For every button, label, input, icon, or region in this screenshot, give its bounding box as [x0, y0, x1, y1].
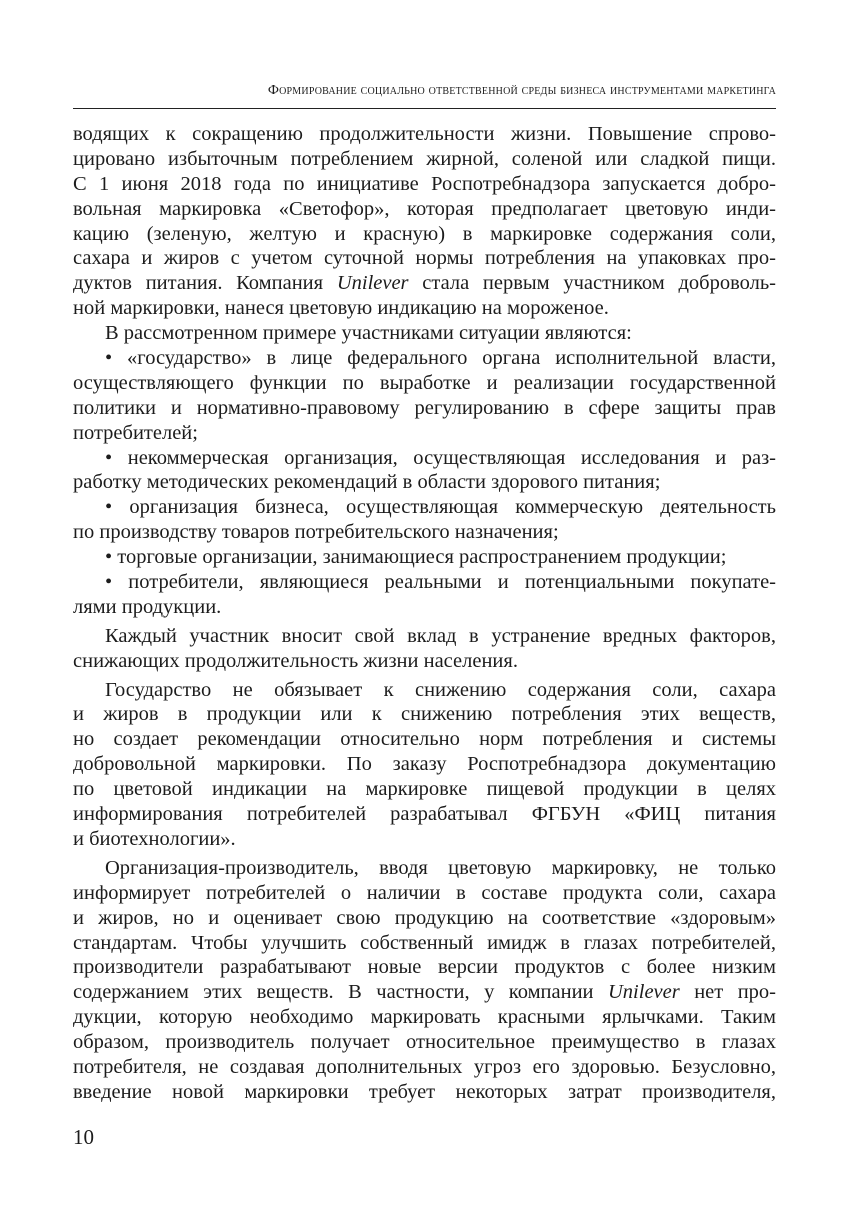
text-line: Организация-производитель, вводя цветовую маркировку, не только: [105, 856, 776, 879]
text-line: но создает рекомендации относительно норм потребления и системы: [73, 728, 776, 751]
text-line: добровольной маркировки. По заказу Роспотребнадзора документацию: [73, 753, 776, 776]
running-header: Формирование социально ответственной среды бизнеса инструментами маркетинга: [267, 83, 776, 98]
text-run: дуктов питания. Компания: [73, 272, 324, 295]
text-line: информирования потребителей разрабатывал ФГБУН «ФИЦ питания: [73, 803, 776, 826]
text-line: и жиров в продукции или к снижению потребления этих веществ,: [73, 703, 776, 726]
text-line: кацию (зеленую, желтую и красную) в маркировке содержания соли,: [73, 222, 776, 245]
text-line: осуществляющего функции по выработке и реализации государственной: [73, 371, 776, 394]
text-line: С 1 июня 2018 года по инициативе Роспотребнадзора запускается добро-: [73, 172, 776, 195]
text-line: стандартам. Чтобы улучшить собственный имидж в глазах потребителей,: [73, 931, 776, 954]
text-line: [73, 980, 776, 1005]
text-line: по цветовой индикации на маркировке пищевой продукции в целях: [73, 778, 776, 801]
text-line: дукции, которую необходимо маркировать красными ярлычками. Таким: [73, 1006, 776, 1029]
text-line: Каждый участник вносит свой вклад в устранение вредных факторов,: [105, 624, 776, 647]
text-line: и биотехнологии».: [73, 827, 236, 850]
text-line: ной маркировки, нанеся цветовую индикацию на мороженое.: [73, 297, 609, 320]
text-line: потребителя, не создавая дополнительных угроз его здоровью. Безусловно,: [73, 1055, 776, 1078]
bullet-item: • торговые организации, занимающиеся распространением продукции;: [105, 546, 727, 569]
text-line: производители разрабатывают новые версии продуктов с более низким: [73, 956, 776, 979]
bullet-item: • «государство» в лице федерального органа исполнительной власти,: [105, 347, 776, 370]
page-body: [73, 122, 776, 1105]
company-name: Unilever: [336, 272, 409, 295]
text-run: стала первым участником доброволь-: [422, 272, 777, 295]
text-line: сахара и жиров с учетом суточной нормы потребления на упаковках про-: [73, 247, 776, 270]
text-line: по производству товаров потребительского назначения;: [73, 521, 559, 544]
text-line: [73, 271, 776, 296]
text-run: содержанием этих веществ. В частности, у компании: [73, 981, 594, 1004]
text-line: введение новой маркировки требует некоторых затрат производителя,: [73, 1080, 776, 1103]
text-line: работку методических рекомендаций в области здорового питания;: [73, 471, 661, 494]
page-number: 10: [73, 1125, 94, 1149]
text-line: и жиров, но и оценивает свою продукцию на соответствие «здоровым»: [73, 906, 776, 929]
text-line: лями продукции.: [73, 595, 222, 618]
text-line: образом, производитель получает относительное преимущество в глазах: [73, 1031, 776, 1054]
bullet-item: • организация бизнеса, осуществляющая коммерческую деятельность: [105, 496, 776, 519]
text-line: информирует потребителей о наличии в составе продукта соли, сахара: [73, 881, 776, 904]
header-rule: [73, 108, 776, 109]
text-line: политики и нормативно-правовому регулированию в сфере защиты прав: [73, 396, 776, 419]
text-line: водящих к сокращению продолжительности жизни. Повышение спрово-: [73, 123, 776, 145]
bullet-item: • некоммерческая организация, осуществляющая исследования и раз-: [105, 446, 776, 469]
text-line: потребителей;: [73, 421, 198, 444]
text-line: снижающих продолжительность жизни населения.: [73, 649, 518, 672]
text-line: Государство не обязывает к снижению содержания соли, сахара: [105, 678, 776, 701]
bullet-item: • потребители, являющиеся реальными и потенциальными покупате-: [105, 571, 776, 594]
text-line: вольная маркировка «Светофор», которая предполагает цветовую инди-: [73, 197, 776, 220]
text-run: нет про-: [694, 981, 776, 1004]
text-line: цировано избыточным потреблением жирной, соленой или сладкой пищи.: [73, 147, 776, 170]
company-name: Unilever: [608, 981, 680, 1004]
text-line: В рассмотренном примере участниками ситуации являются:: [105, 322, 632, 345]
